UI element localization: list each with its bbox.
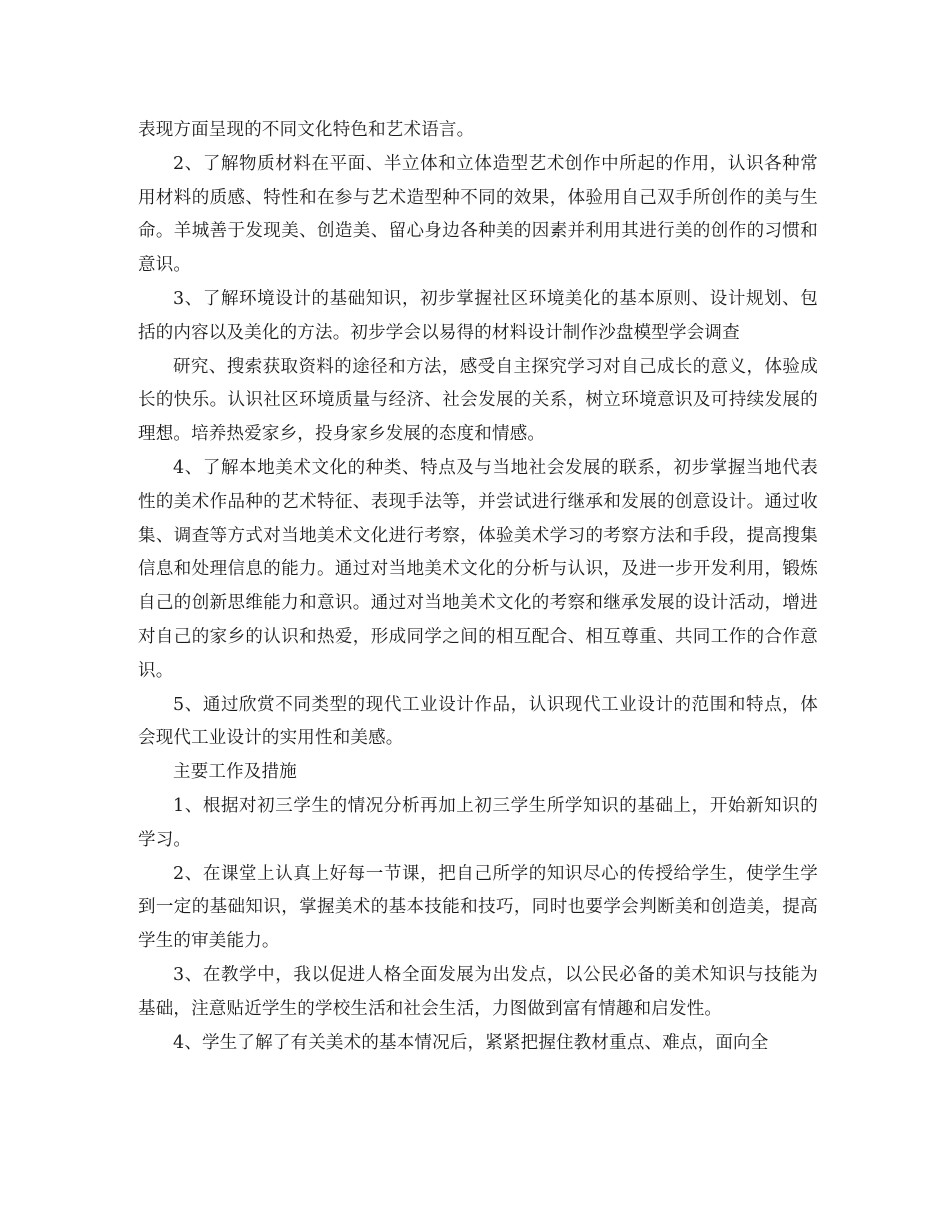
paragraph-2: 2、了解物质材料在平面、半立体和立体造型艺术创作中所起的作用，认识各种常用材料的质感、特性和在参与艺术造型种不同的效果，体验用自己双手所创作的美与生命。羊城善于发现美、创造美、留心身边各种美的因素并利用其进行美的创作的习惯和意识。 (138, 153, 818, 276)
paragraph-5: 4、了解本地美术文化的种类、特点及与当地社会发展的联系，初步掌握当地代表性的美术作品种的艺术特征、表现手法等，并尝试进行继承和发展的创意设计。通过收集、调查等方式对当地美术文化进行考察，体验美术学习的考察方法和手段，提高搜集信息和处理信息的能力。通过对当地美术文化的分析与认识，及进一步开发利用，锻炼自己的创新思维能力和意识。通过对当地美术文化的考察和继承发展的设计活动，增进对自己的家乡的认识和热爱，形成同学之间的相互配合、相互尊重、共同工作的合作意识。 (138, 457, 818, 681)
paragraph-10: 4、学生了解了有关美术的基本情况后，紧紧把握住教材重点、难点，面向全 (173, 1032, 769, 1053)
paragraph-6: 5、通过欣赏不同类型的现代工业设计作品，认识现代工业设计的范围和特点，体会现代工业设计的实用性和美感。 (138, 694, 818, 749)
paragraph-8: 2、在课堂上认真上好每一节课，把自己所学的知识尽心的传授给学生，使学生学到一定的基础知识，掌握美术的基本技能和技巧，同时也要学会判断美和创造美，提高学生的审美能力。 (138, 863, 818, 952)
paragraph-1: 表现方面呈现的不同文化特色和艺术语言。 (138, 120, 475, 140)
paragraph-4: 研究、搜索获取资料的途径和方法，感受自主探究学习对自己成长的意义，体验成长的快乐。认识社区环境质量与经济、社会发展的关系，树立环境意识及可持续发展的理想。培养热爱家乡，投身家乡发展的态度和情感。 (138, 356, 818, 445)
paragraph-3: 3、了解环境设计的基础知识，初步掌握社区环境美化的基本原则、设计规划、包括的内容以及美化的方法。初步学会以易得的材料设计制作沙盘模型学会调查 (138, 288, 818, 343)
document-body (138, 114, 818, 1060)
section-heading: 主要工作及措施 (173, 762, 297, 783)
paragraph-7: 1、根据对初三学生的情况分析再加上初三学生所学知识的基础上，开始新知识的学习。 (138, 795, 818, 850)
paragraph-9: 3、在教学中，我以促进人格全面发展为出发点，以公民必备的美术知识与技能为基础，注意贴近学生的学校生活和社会生活，力图做到富有情趣和启发性。 (138, 964, 818, 1019)
